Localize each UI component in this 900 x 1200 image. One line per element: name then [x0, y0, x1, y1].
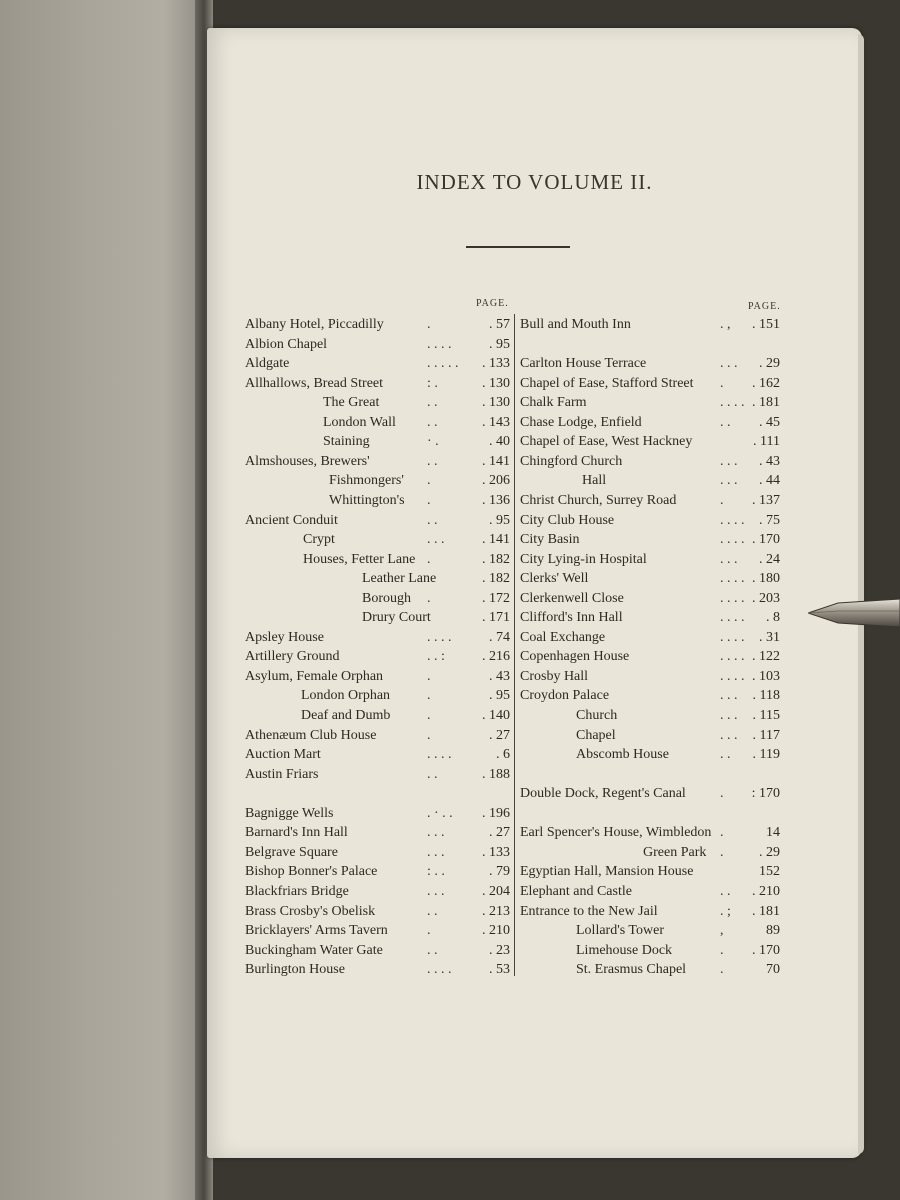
index-entry	[245, 862, 510, 881]
index-entry-name: Hall	[582, 473, 607, 489]
index-entry-page: . 24	[759, 551, 780, 567]
index-entry-name: Buckingham Water Gate	[245, 942, 383, 958]
index-entry	[520, 726, 780, 745]
index-entry-name: Brass Crosby's Obelisk	[245, 903, 376, 919]
index-entry-page: . 162	[752, 375, 780, 391]
index-entry	[245, 374, 510, 393]
index-entry	[245, 491, 510, 510]
index-entry	[245, 354, 510, 373]
index-entry-leader: .	[720, 786, 724, 802]
index-entry	[245, 706, 510, 725]
index-entry-name: City Club House	[520, 512, 615, 528]
index-entry-page: . 40	[489, 434, 510, 450]
index-entry-page: . 27	[489, 727, 510, 743]
index-entry-leader: . .	[720, 414, 731, 430]
index-entry-name: Houses, Fetter Lane	[303, 551, 416, 567]
index-entry	[520, 335, 780, 354]
index-entry-page: 70	[766, 962, 780, 978]
index-entry-name: Borough	[362, 590, 411, 606]
index-entry-leader: .	[427, 923, 431, 939]
index-entry-page: . 182	[482, 571, 510, 587]
index-entry	[520, 393, 780, 412]
index-entry	[520, 862, 780, 881]
index-entry-leader: . · . .	[427, 805, 453, 821]
index-entry-page: . 130	[482, 395, 510, 411]
index-entry-leader: .	[427, 590, 431, 606]
column-divider	[514, 314, 515, 976]
pen-pointer-icon	[808, 597, 900, 631]
index-entry-page: . 115	[752, 708, 780, 723]
index-entry	[520, 550, 780, 569]
index-entry	[520, 511, 780, 530]
index-entry-leader: .	[427, 668, 431, 684]
index-entry	[245, 726, 510, 745]
index-entry	[520, 413, 780, 432]
index-entry	[520, 921, 780, 940]
index-entry-name: Aldgate	[245, 356, 290, 372]
index-entry-page: . 182	[482, 551, 510, 567]
index-entry-leader: · .	[427, 434, 439, 450]
index-entry	[245, 550, 510, 569]
index-entry	[520, 647, 780, 666]
index-entry	[520, 315, 780, 334]
index-entry-page: . 136	[482, 492, 510, 508]
index-entry-name: Copenhagen House	[520, 649, 630, 665]
index-entry	[245, 471, 510, 490]
index-entry-page: . 53	[489, 962, 510, 978]
index-entry-name: The Great	[323, 395, 380, 411]
index-entry-page: . 196	[482, 805, 510, 821]
index-entry-page: . 210	[482, 923, 510, 939]
index-entry-page: . 171	[482, 610, 510, 626]
index-entry-name: Church	[576, 708, 618, 723]
index-entry	[245, 667, 510, 686]
index-entry-leader: . ;	[720, 903, 731, 919]
index-entry-name: Artillery Ground	[245, 649, 340, 665]
index-entry-leader: . .	[427, 414, 438, 430]
index-entry-name: Drury Court	[362, 610, 431, 626]
index-entry-name: Albion Chapel	[245, 336, 328, 352]
index-entry	[245, 882, 510, 901]
index-entry-page: . 95	[489, 336, 510, 352]
index-entry	[520, 960, 780, 979]
index-entry-name: London Orphan	[301, 688, 391, 704]
index-entry-leader: .	[720, 825, 724, 841]
index-entry-page: 89	[766, 923, 780, 939]
index-entry-leader: . . .	[720, 708, 738, 723]
index-entry-page: . 8	[766, 610, 780, 626]
index-entry	[245, 530, 510, 549]
index-entry	[520, 432, 780, 451]
title-rule	[466, 246, 570, 248]
index-entry-leader: . .	[720, 883, 731, 899]
index-entry-leader: . . . .	[427, 629, 452, 645]
index-entry	[245, 921, 510, 940]
index-entry-name: Asylum, Female Orphan	[245, 668, 384, 684]
index-entry-page: . 29	[759, 356, 780, 372]
index-entry-leader: . .	[427, 766, 438, 782]
index-entry-page: . 29	[759, 844, 780, 860]
index-entry-page: . 130	[482, 375, 510, 391]
index-entry-page: . 43	[489, 668, 510, 684]
index-entry-leader: .	[427, 727, 431, 743]
index-entry-leader: . . :	[427, 649, 445, 665]
index-entry-page: . 137	[752, 492, 780, 508]
index-entry	[245, 784, 510, 803]
index-entry-leader: .	[720, 844, 724, 860]
index-entry-page: 152	[759, 864, 780, 880]
index-entry-name: Fishmongers'	[329, 473, 404, 489]
index-entry-leader: . . .	[720, 727, 738, 743]
index-entry-leader: . . . .	[427, 747, 452, 763]
index-entry-name: Coal Exchange	[520, 629, 606, 645]
index-entry-page: . 57	[489, 317, 510, 332]
index-entry	[520, 491, 780, 510]
index-entry-leader: . . . .	[720, 532, 745, 548]
index-entry-page: . 181	[752, 395, 780, 411]
index-entry	[245, 823, 510, 842]
index-entry-name: Burlington House	[245, 962, 345, 978]
index-entry-leader: . . .	[720, 473, 738, 489]
index-entry	[245, 745, 510, 764]
index-entry-page: . 95	[489, 688, 510, 704]
index-entry-leader: .	[720, 962, 724, 978]
index-entry-leader: . .	[427, 512, 438, 528]
left-page-header: PAGE.	[476, 298, 509, 309]
index-entry-name: Elephant and Castle	[520, 883, 632, 899]
index-entry	[520, 667, 780, 686]
index-entry-leader: . . . . .	[427, 356, 459, 372]
index-entry	[520, 941, 780, 960]
index-entry	[520, 452, 780, 471]
index-entry-name: Auction Mart	[245, 747, 321, 763]
index-entry-name: City Basin	[520, 532, 580, 548]
index-entry-name: City Lying-in Hospital	[520, 551, 647, 567]
index-entry-page: . 141	[482, 453, 510, 469]
index-entry-leader: . . . .	[427, 962, 452, 978]
index-entry	[245, 941, 510, 960]
index-entry	[245, 413, 510, 432]
index-entry	[520, 745, 780, 764]
index-entry	[520, 784, 780, 803]
index-entry	[520, 823, 780, 842]
index-entry	[245, 315, 510, 334]
index-entry	[245, 569, 510, 588]
index-entry-name: Allhallows, Bread Street	[245, 375, 384, 391]
index-entry-page: . 188	[482, 766, 510, 782]
index-entry-leader: . . . .	[720, 668, 745, 684]
index-entry-name: Bull and Mouth Inn	[520, 317, 631, 332]
index-entry-page: . 44	[759, 473, 780, 489]
index-entry-page: . 122	[752, 649, 780, 665]
page-edge	[858, 34, 864, 1154]
index-entry-name: Double Dock, Regent's Canal	[520, 786, 686, 802]
index-entry-name: Apsley House	[245, 629, 324, 645]
index-entry	[520, 843, 780, 862]
index-entry-page: . 23	[489, 942, 510, 958]
index-entry	[520, 608, 780, 627]
index-entry-leader: . ,	[720, 317, 731, 332]
index-entry	[520, 471, 780, 490]
index-entry	[245, 589, 510, 608]
index-entry-page: . 6	[496, 747, 510, 763]
index-entry	[245, 628, 510, 647]
index-entry-name: Athenæum Club House	[245, 727, 377, 743]
index-entry-page: . 133	[482, 356, 510, 372]
index-entry-name: Chingford Church	[520, 453, 623, 469]
index-entry-page: . 45	[759, 414, 780, 430]
index-entry-name: Austin Friars	[245, 766, 319, 782]
index-entry-leader: .	[427, 551, 431, 567]
index-entry-name: Crypt	[303, 532, 335, 548]
index-entry-page: . 140	[482, 708, 510, 723]
index-entry-name: Earl Spencer's House, Wimbledon	[520, 825, 712, 841]
index-entry-name: Green Park	[643, 844, 707, 860]
index-entry-page: . 170	[752, 532, 780, 548]
index-entry	[520, 902, 780, 921]
index-entry	[245, 647, 510, 666]
index-entry	[245, 902, 510, 921]
index-entry-leader: . . . .	[720, 610, 745, 626]
index-entry-name: Entrance to the New Jail	[520, 903, 658, 919]
index-entry-page: . 180	[752, 571, 780, 587]
index-entry-page: . 117	[752, 727, 780, 743]
index-entry	[245, 511, 510, 530]
index-entry-leader: . .	[427, 942, 438, 958]
index-entry-leader: : .	[427, 375, 438, 391]
index-entry-name: Chapel of Ease, Stafford Street	[520, 375, 694, 391]
index-entry-page: . 172	[482, 590, 510, 606]
index-entry	[245, 393, 510, 412]
index-entry-name: Bricklayers' Arms Tavern	[245, 923, 388, 939]
index-entry-page: . 181	[752, 903, 780, 919]
index-entry-name: Limehouse Dock	[576, 942, 673, 958]
index-entry	[245, 686, 510, 705]
index-entry	[245, 452, 510, 471]
index-entry-name: Leather Lane	[362, 571, 437, 587]
index-entry-leader: . .	[427, 395, 438, 411]
index-entry-name: Croydon Palace	[520, 688, 610, 704]
index-entry	[520, 530, 780, 549]
index-entry-name: Ancient Conduit	[245, 512, 338, 528]
index-entry-leader: . . . .	[720, 512, 745, 528]
index-entry-page: . 203	[752, 590, 780, 606]
index-entry-leader: . . . .	[720, 571, 745, 587]
index-entry	[520, 628, 780, 647]
index-entry-name: Chapel of Ease, West Hackney	[520, 434, 693, 450]
index-entry	[245, 765, 510, 784]
right-page-header: PAGE.	[748, 301, 781, 312]
index-entry-name: Egyptian Hall, Mansion House	[520, 864, 694, 880]
index-entry	[245, 335, 510, 354]
index-entry-leader: . . . .	[720, 590, 745, 606]
index-entry-leader: .	[720, 942, 724, 958]
index-entry-page: . 27	[489, 825, 510, 841]
index-entry-page: . 213	[482, 903, 510, 919]
index-entry-name: Lollard's Tower	[576, 923, 664, 939]
index-entry	[520, 569, 780, 588]
index-entry-name: Belgrave Square	[245, 844, 338, 860]
index-entry-page: . 95	[489, 512, 510, 528]
index-entry-page: . 210	[752, 883, 780, 899]
index-entry-leader: . . .	[427, 825, 445, 841]
left-page	[0, 0, 205, 1200]
index-entry-page: . 111	[753, 434, 780, 450]
page-title: INDEX TO VOLUME II.	[416, 170, 653, 194]
index-entry-leader: . . . .	[720, 629, 745, 645]
index-entry-leader: .	[427, 708, 431, 723]
index-entry-page: . 204	[482, 883, 510, 899]
index-entry-page: . 216	[482, 649, 510, 665]
index-entry	[520, 686, 780, 705]
index-entry-page: . 74	[489, 629, 510, 645]
index-entry-name: Chase Lodge, Enfield	[520, 414, 642, 430]
index-entry-leader: ,	[720, 923, 724, 939]
index-entry	[520, 765, 780, 784]
index-entry-leader: .	[427, 492, 431, 508]
index-entry-leader: .	[427, 473, 431, 489]
index-entry-leader: .	[720, 492, 724, 508]
index-entry-leader: .	[427, 317, 431, 332]
index-entry-name: Christ Church, Surrey Road	[520, 492, 677, 508]
index-entry-leader: . . .	[427, 844, 445, 860]
index-entry-name: Barnard's Inn Hall	[245, 825, 348, 841]
index-entry-page: . 170	[752, 942, 780, 958]
index-entry-leader: . . .	[427, 883, 445, 899]
index-entry-name: Bagnigge Wells	[245, 805, 334, 821]
index-entry-name: Albany Hotel, Piccadilly	[245, 317, 384, 332]
index-entry-name: Chalk Farm	[520, 395, 587, 411]
index-entry	[520, 804, 780, 823]
index-entry-leader: . . .	[427, 532, 445, 548]
index-entry-name: Bishop Bonner's Palace	[245, 864, 378, 880]
index-entry	[520, 589, 780, 608]
index-entry	[245, 960, 510, 979]
index-entry-page: . 119	[752, 747, 780, 763]
index-entry-page: . 79	[489, 864, 510, 880]
index-entry-name: Blackfriars Bridge	[245, 883, 349, 899]
index-entry-leader: . . .	[720, 453, 738, 469]
index-entry-name: Carlton House Terrace	[520, 356, 647, 372]
index-entry-page: . 206	[482, 473, 510, 489]
index-entry-page: . 103	[752, 668, 780, 684]
index-entry-page: 14	[766, 825, 780, 841]
index-entry-name: Crosby Hall	[520, 668, 589, 684]
index-entry-page: . 143	[482, 414, 510, 430]
index-entry-leader: . . .	[720, 551, 738, 567]
index-entry-page: . 43	[759, 453, 780, 469]
index-entry	[520, 354, 780, 373]
index-entry-name: Staining	[323, 434, 370, 450]
index-entry-page: : 170	[751, 786, 780, 802]
index-entry-leader: . . . .	[720, 395, 745, 411]
index-entry-name: London Wall	[323, 414, 396, 430]
index-entry-name: Almshouses, Brewers'	[245, 453, 370, 469]
index-entry-name: Deaf and Dumb	[301, 708, 391, 723]
index-entry-leader: . .	[427, 903, 438, 919]
index-entry	[520, 374, 780, 393]
index-entry-page: . 151	[752, 317, 780, 332]
index-entry-leader: . . . .	[720, 649, 745, 665]
index-entry-name: Whittington's	[329, 492, 405, 508]
index-entry-leader: . . . .	[427, 336, 452, 352]
index-entry	[245, 432, 510, 451]
index-entry-leader: . . .	[720, 688, 738, 704]
index-entry	[245, 608, 510, 627]
index-entry-page: . 141	[482, 532, 510, 548]
index-entry-name: Clerkenwell Close	[520, 590, 624, 606]
index-entry-name: Clerks' Well	[520, 571, 589, 587]
index-entry-leader: . . .	[720, 356, 738, 372]
index-entry-leader: : . .	[427, 864, 445, 880]
index-entry	[520, 706, 780, 725]
index-entry-name: Abscomb House	[576, 747, 669, 763]
index-entry	[245, 804, 510, 823]
index-entry-page: . 133	[482, 844, 510, 860]
index-entry-leader: .	[720, 375, 724, 391]
index-entry-page: . 118	[752, 688, 780, 704]
index-entry-page: . 31	[759, 629, 780, 645]
index-entry-page: . 75	[759, 512, 780, 528]
index-entry-leader: . .	[720, 747, 731, 763]
index-entry-name: Clifford's Inn Hall	[520, 610, 623, 626]
index-entry-leader: . .	[427, 453, 438, 469]
index-entry	[245, 843, 510, 862]
index-entry-name: Chapel	[576, 727, 616, 743]
index-entry	[520, 882, 780, 901]
index-entry-leader: .	[427, 688, 431, 704]
index-entry-name: St. Erasmus Chapel	[576, 962, 687, 978]
